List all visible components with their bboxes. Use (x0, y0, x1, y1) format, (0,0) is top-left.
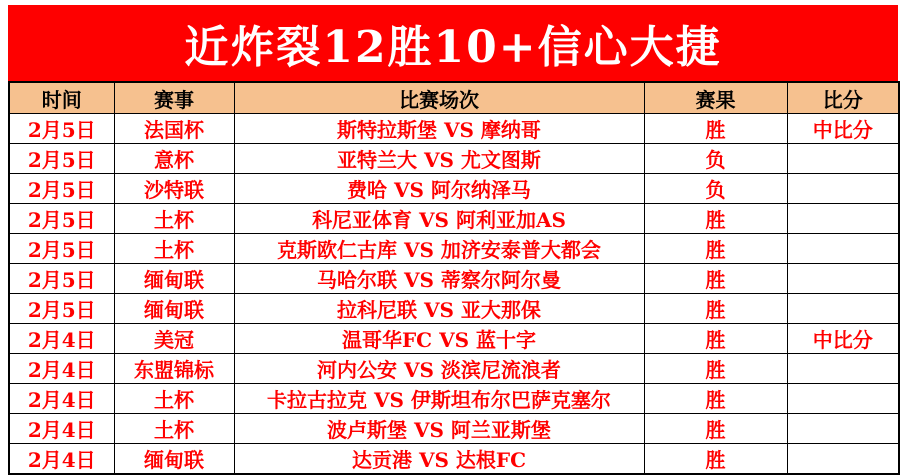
cell-result: 胜 (644, 204, 787, 234)
cell-league: 土杯 (114, 384, 234, 414)
table-row (9, 114, 899, 144)
cell-league: 美冠 (114, 324, 234, 354)
cell-score (787, 144, 899, 174)
cell-date: 2月4日 (9, 414, 114, 444)
cell-league: 沙特联 (114, 174, 234, 204)
banner-title: 近炸裂12胜10+信心大捷 (184, 22, 722, 73)
cell-result: 胜 (644, 234, 787, 264)
cell-score (787, 204, 899, 234)
cell-match: 拉科尼联 VS 亚大那保 (234, 294, 644, 324)
cell-score (787, 384, 899, 414)
cell-match: 亚特兰大 VS 尤文图斯 (234, 144, 644, 174)
col-header-score: 比分 (787, 82, 899, 114)
cell-score (787, 174, 899, 204)
cell-score (787, 294, 899, 324)
cell-match: 温哥华FC VS 蓝十字 (234, 324, 644, 354)
cell-date: 2月4日 (9, 384, 114, 414)
col-header-result: 赛果 (644, 82, 787, 114)
cell-match: 马哈尔联 VS 蒂察尔阿尔曼 (234, 264, 644, 294)
header-row (9, 82, 899, 114)
table-row (9, 414, 899, 444)
cell-league: 土杯 (114, 234, 234, 264)
cell-league: 意杯 (114, 144, 234, 174)
cell-date: 2月5日 (9, 174, 114, 204)
cell-match: 卡拉古拉克 VS 伊斯坦布尔巴萨克塞尔 (234, 384, 644, 414)
cell-league: 东盟锦标 (114, 354, 234, 384)
page (8, 5, 898, 475)
results-table (8, 81, 900, 475)
cell-league: 缅甸联 (114, 444, 234, 475)
cell-result: 胜 (644, 294, 787, 324)
table-row (9, 444, 899, 475)
cell-score (787, 234, 899, 264)
cell-result: 胜 (644, 114, 787, 144)
cell-score: 中比分 (787, 114, 899, 144)
cell-date: 2月4日 (9, 324, 114, 354)
cell-result: 胜 (644, 264, 787, 294)
cell-league: 土杯 (114, 204, 234, 234)
col-header-time: 时间 (9, 82, 114, 114)
cell-date: 2月5日 (9, 204, 114, 234)
cell-league: 缅甸联 (114, 264, 234, 294)
cell-match: 斯特拉斯堡 VS 摩纳哥 (234, 114, 644, 144)
col-header-league: 赛事 (114, 82, 234, 114)
cell-match: 河内公安 VS 淡滨尼流浪者 (234, 354, 644, 384)
table-row (9, 144, 899, 174)
table-row (9, 384, 899, 414)
cell-result: 胜 (644, 444, 787, 475)
cell-match: 克斯欧仁古库 VS 加济安泰普大都会 (234, 234, 644, 264)
cell-date: 2月5日 (9, 144, 114, 174)
cell-result: 负 (644, 174, 787, 204)
cell-match: 科尼亚体育 VS 阿利亚加AS (234, 204, 644, 234)
cell-score (787, 444, 899, 475)
cell-result: 胜 (644, 384, 787, 414)
table-row (9, 354, 899, 384)
cell-score (787, 264, 899, 294)
cell-score: 中比分 (787, 324, 899, 354)
cell-match: 达贡港 VS 达根FC (234, 444, 644, 475)
cell-score (787, 354, 899, 384)
cell-league: 缅甸联 (114, 294, 234, 324)
cell-date: 2月5日 (9, 234, 114, 264)
table-row (9, 234, 899, 264)
cell-date: 2月4日 (9, 444, 114, 475)
banner (8, 5, 898, 81)
cell-date: 2月5日 (9, 114, 114, 144)
cell-result: 胜 (644, 414, 787, 444)
cell-match: 波卢斯堡 VS 阿兰亚斯堡 (234, 414, 644, 444)
cell-date: 2月4日 (9, 354, 114, 384)
table-row (9, 324, 899, 354)
cell-result: 负 (644, 144, 787, 174)
cell-date: 2月5日 (9, 264, 114, 294)
col-header-match: 比赛场次 (234, 82, 644, 114)
cell-league: 法国杯 (114, 114, 234, 144)
cell-league: 土杯 (114, 414, 234, 444)
table-row (9, 264, 899, 294)
table-row (9, 204, 899, 234)
cell-match: 费哈 VS 阿尔纳泽马 (234, 174, 644, 204)
cell-score (787, 414, 899, 444)
table-row (9, 174, 899, 204)
cell-result: 胜 (644, 324, 787, 354)
table-row (9, 294, 899, 324)
cell-result: 胜 (644, 354, 787, 384)
cell-date: 2月5日 (9, 294, 114, 324)
